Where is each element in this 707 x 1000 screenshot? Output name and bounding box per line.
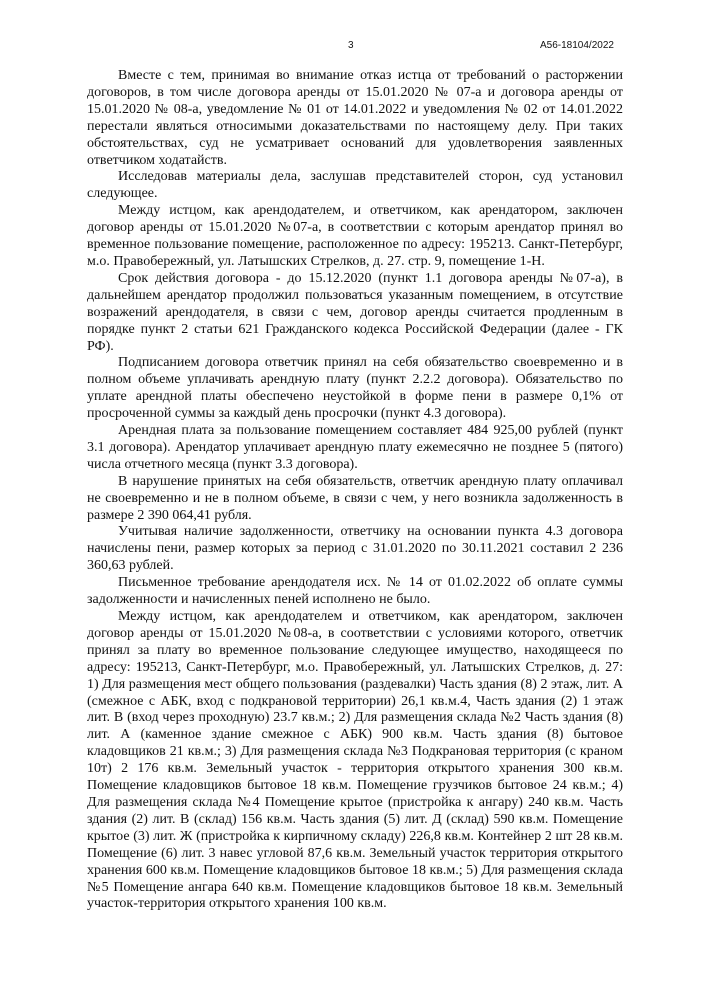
- paragraph: Подписанием договора ответчик принял на себя обязательство своевременно и в полном объеме уплачивать арендную плату (пункт 2.2.2 договора). Обязательство по уплате арендной платы обеспечено неустойкой в форме пени в размере 0,1% от просроченной суммы за каждый день просрочки (пункт 4.3 договора).: [87, 355, 623, 422]
- document-body: [87, 68, 623, 913]
- case-number: А56-18104/2022: [540, 40, 614, 51]
- paragraph: Между истцом, как арендодателем и ответчиком, как арендатором, заключен договор аренды от 15.01.2020 №08-а, в соответствии с условиями которого, ответчик принял за плату во временное пользование следующее имущество, находящееся по адресу: 195213, Санкт-Петербург, м.о. Правобережный, ул. Латышских Стрелков, д. 27: 1) Для размещения мест общего пользования (раздевалки) Часть здания (8) 2 этаж, лит. А (смежное с АБК, вход с подкрановой территории) 26,1 кв.м.4, Часть здания (2) 1 этаж лит. В (вход через проходную) 23.7 кв.м.; 2) Для размещения склада №2 Часть здания (8) лит. А (каменное здание смежное с АБК) 900 кв.м. Часть здания (8) бытовое кладовщиков 21 кв.м.; 3) Для размещения склада №3 Подкрановая территория (с краном 10т) 2 176 кв.м. Земельный участок - территория открытого хранения 300 кв.м. Помещение кладовщиков бытовое 18 кв.м. Помещение грузчиков бытовое 24 кв.м.; 4) Для размещения склада №4 Помещение крытое (пристройка к ангару) 240 кв.м. Часть здания (2) лит. В (склад) 156 кв.м. Часть здания (5) лит. Д (склад) 590 кв.м. Помещение крытое (3) лит. Ж (пристройка к кирпичному складу) 226,8 кв.м. Контейнер 2 шт 28 кв.м. Помещение (6) лит. 3 навес угловой 87,6 кв.м. Земельный участок территория открытого хранения 600 кв.м. Помещение кладовщиков бытовое 18 кв.м.; 5) Для размещения склада №5 Помещение ангара 640 кв.м. Помещение кладовщиков бытовое 18 кв.м. Земельный участок-территория открытого хранения 100 кв.м.: [87, 609, 623, 912]
- page-number: 3: [348, 40, 354, 51]
- paragraph: Арендная плата за пользование помещением составляет 484 925,00 рублей (пункт 3.1 договора). Арендатор уплачивает арендную плату ежемесячно не позднее 5 (пятого) числа отчетного месяца (пункт 3.3 договора).: [87, 423, 623, 472]
- paragraph: Вместе с тем, принимая во внимание отказ истца от требований о расторжении договоров, в том числе договора аренды от 15.01.2020 № 07-а и договора аренды от 15.01.2020 № 08-а, уведомление № 01 от 14.01.2022 и уведомления № 02 от 14.01.2022 перестали являться относимыми доказательствами по настоящему делу. При таких обстоятельствах, суд не усматривает оснований для удовлетворения заявленных ответчиком ходатайств.: [87, 68, 623, 168]
- paragraph: Срок действия договора - до 15.12.2020 (пункт 1.1 договора аренды №07-а), в дальнейшем арендатор продолжил пользоваться указанным помещением, в отсутствие возражений арендодателя, в связи с чем, договор аренды считается продленным в порядке пункт 2 статьи 621 Гражданского кодекса Российской Федерации (далее - ГК РФ).: [87, 270, 623, 354]
- paragraph: Учитывая наличие задолженности, ответчику на основании пункта 4.3 договора начислены пени, размер которых за период с 31.01.2020 по 30.11.2021 составил 2 236 360,63 рублей.: [87, 524, 623, 574]
- paragraph: Исследовав материалы дела, заслушав представителей сторон, суд установил следующее.: [87, 169, 623, 202]
- paragraph: Письменное требование арендодателя исх. № 14 от 01.02.2022 об оплате суммы задолженности и начисленных пеней исполнено не было.: [87, 575, 623, 608]
- paragraph: В нарушение принятых на себя обязательств, ответчик арендную плату оплачивал не своевременно и не в полном объеме, в связи с чем, у него возникла задолженность в размере 2 390 064,41 рубля.: [87, 473, 623, 523]
- paragraph: Между истцом, как арендодателем, и ответчиком, как арендатором, заключен договор аренды от 15.01.2020 №07-а, в соответствии с которым арендатор принял во временное пользование помещение, расположенное по адресу: 195213. Санкт-Петербург, м.о. Правобережный, ул. Латышских Стрелков, д. 27. стр. 9, помещение 1-Н.: [87, 203, 623, 269]
